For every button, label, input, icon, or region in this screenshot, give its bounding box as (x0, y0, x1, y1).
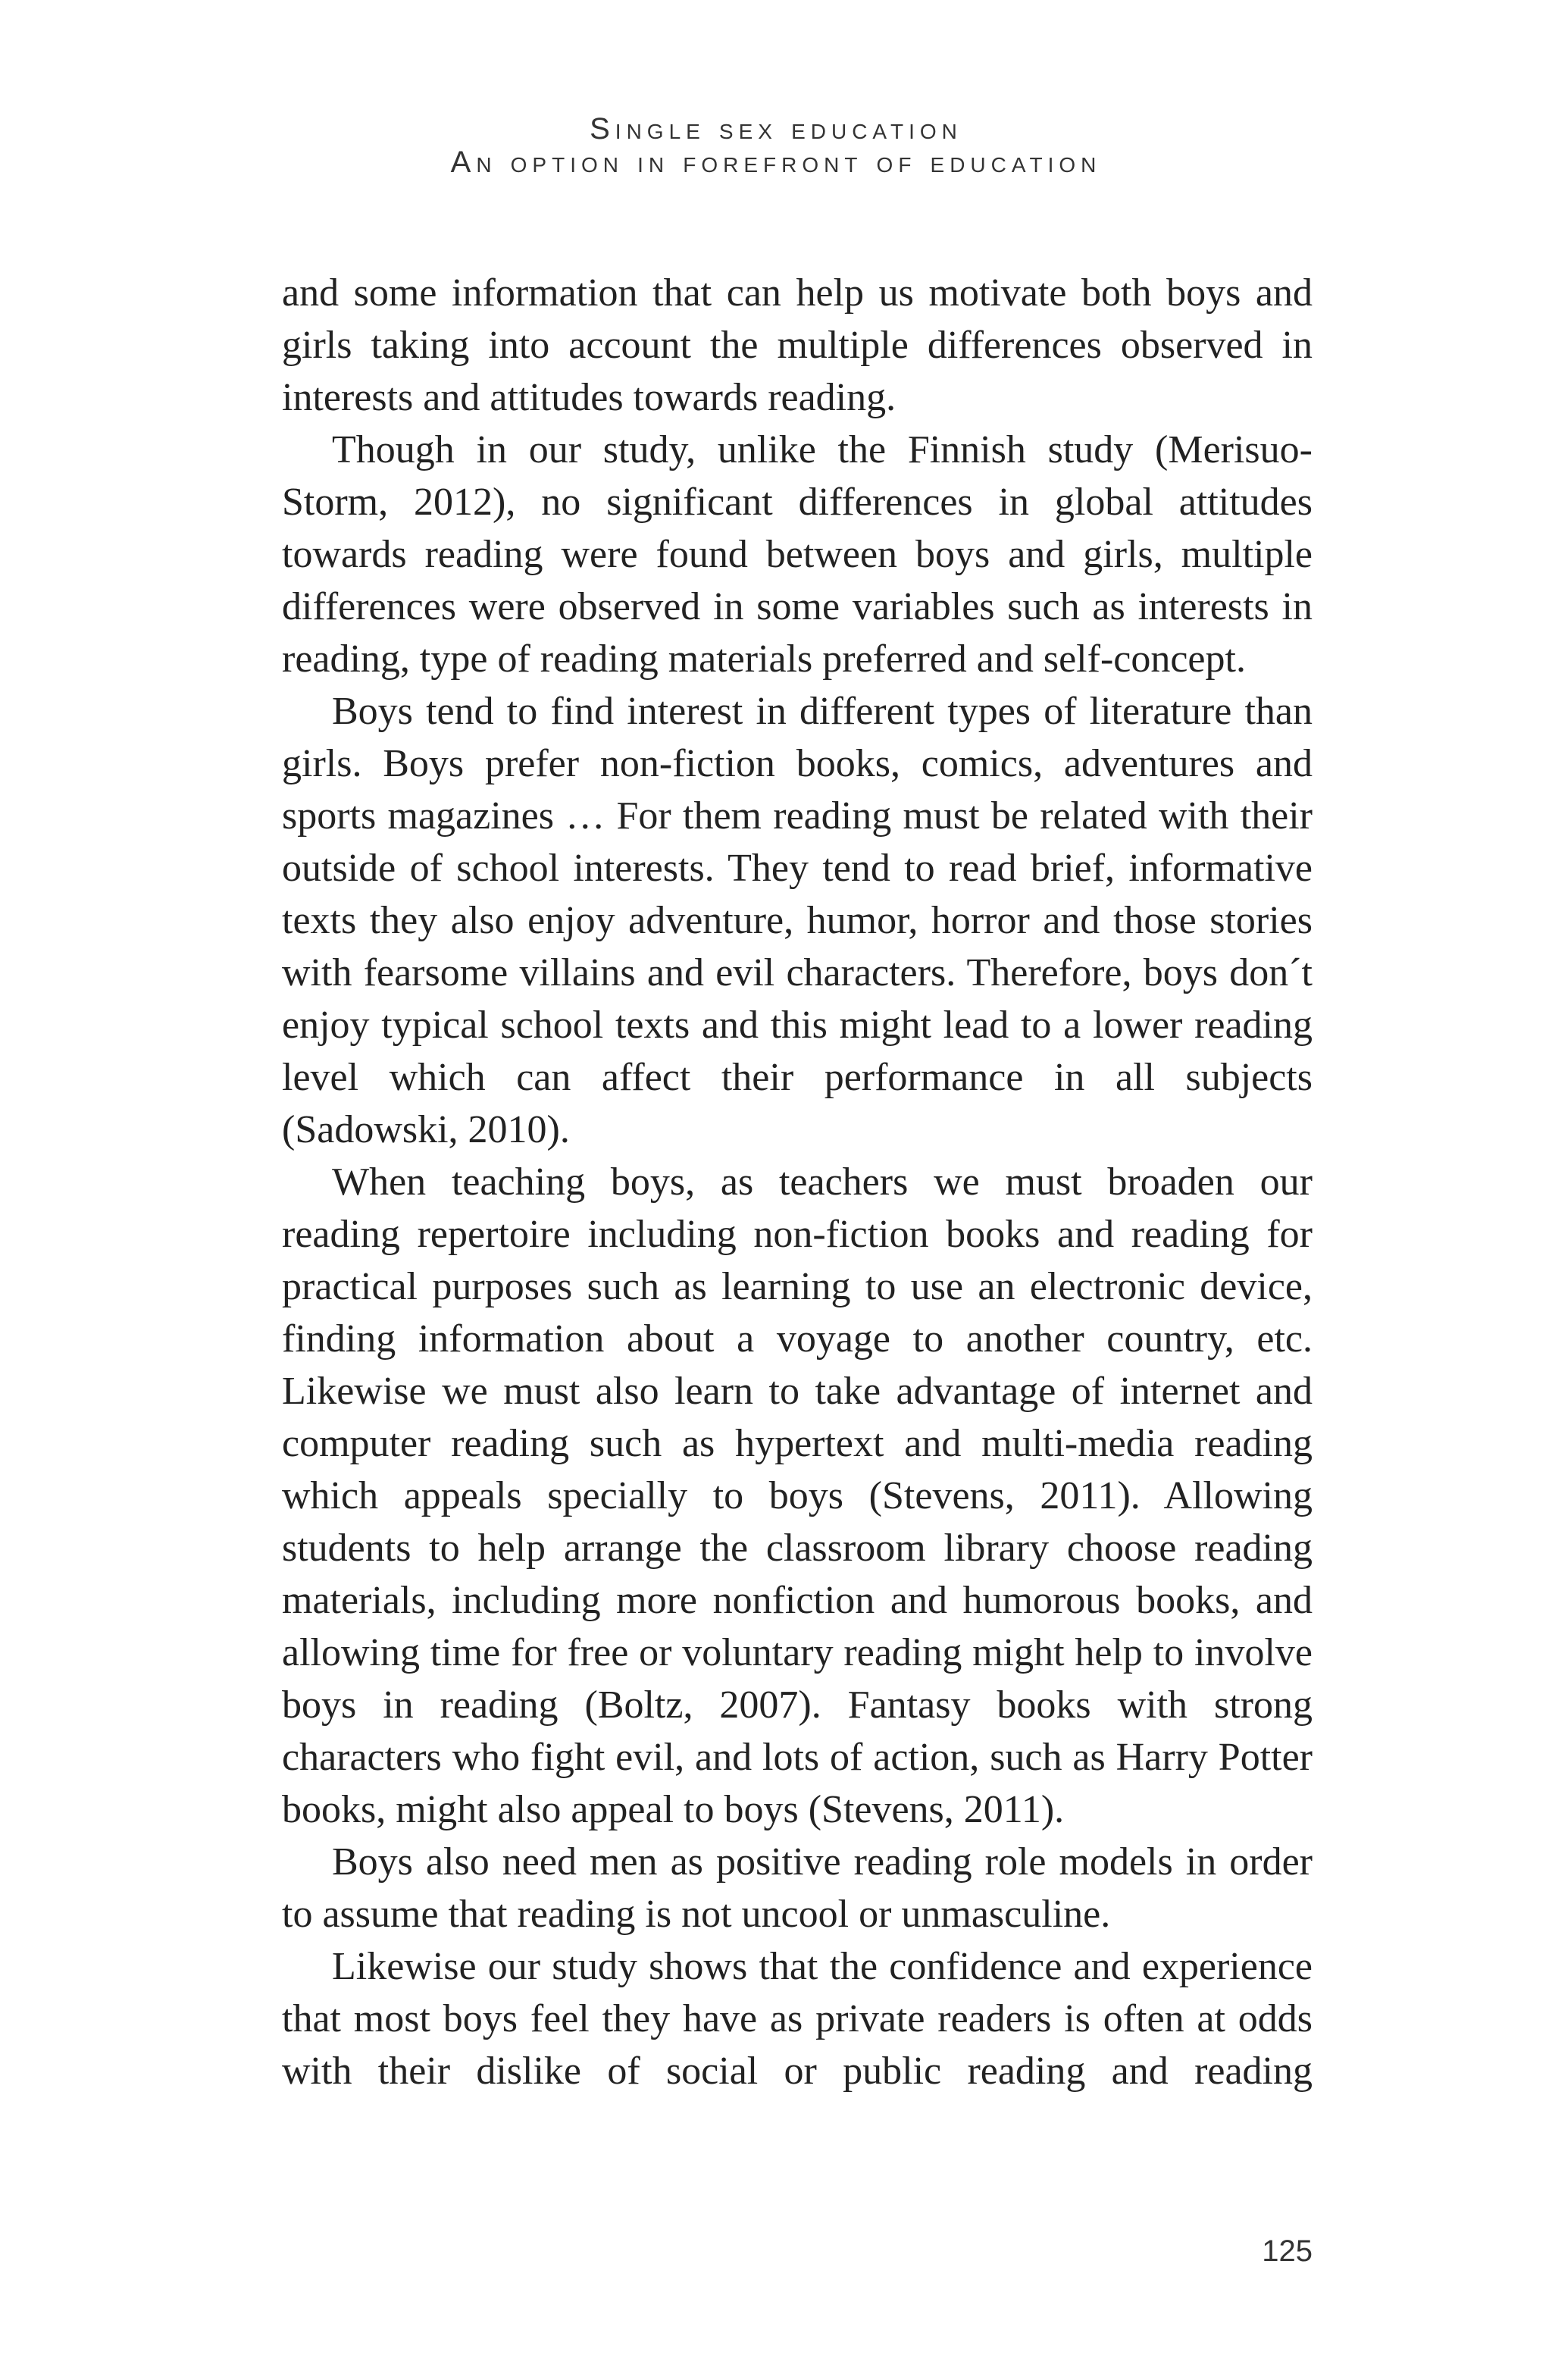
running-head-title: Single sex education (590, 112, 962, 146)
paragraph: and some information that can help us motivate both boys and girls taking into account the multiple differences observed in interests and attitudes towards reading. (282, 271, 1313, 419)
body-text (282, 267, 1313, 2097)
paragraph: Though in our study, unlike the Finnish study (Merisuo-Storm, 2012), no significant differences in global attitudes towards reading were found between boys and girls, multiple differences were observed in some variables such as interests in reading, type of reading materials preferred and self-concept. (282, 428, 1313, 681)
paragraph: Boys tend to find interest in different types of literature than girls. Boys prefer non-fiction books, comics, adventures and sports magazines … For them reading must be related with their outside of school interests. They tend to read brief, informative texts they also enjoy adventure, humor, horror and those stories with fearsome villains and evil characters. Therefore, boys don´t enjoy typical school texts and this might lead to a lower reading level which can affect their performance in all subjects (Sadowski, 2010). (282, 690, 1313, 1151)
page-number: 125 (1262, 2234, 1313, 2268)
running-head-subtitle: An option in forefront of education (450, 146, 1102, 179)
paragraph: When teaching boys, as teachers we must broaden our reading repertoire including non-fiction books and reading for practical purposes such as learning to use an electronic device, finding information about a voyage to another country, etc. Likewise we must also learn to take advantage of internet and computer reading such as hypertext and multi-media reading which appeals specially to boys (Stevens, 2011). Allowing students to help arrange the classroom library choose reading materials, including more nonfiction and humorous books, and allowing time for free or voluntary reading might help to involve boys in reading (Boltz, 2007). Fantasy books with strong characters who fight evil, and lots of action, such as Harry Potter books, might also appeal to boys (Stevens, 2011). (282, 1160, 1313, 1831)
paragraph: Boys also need men as positive reading role models in order to assume that reading is not uncool or unmasculine. (282, 1840, 1313, 1936)
paragraph: Likewise our study shows that the confidence and experience that most boys feel they have as private readers is often at odds with their dislike of social or public reading and reading (282, 1945, 1313, 2093)
